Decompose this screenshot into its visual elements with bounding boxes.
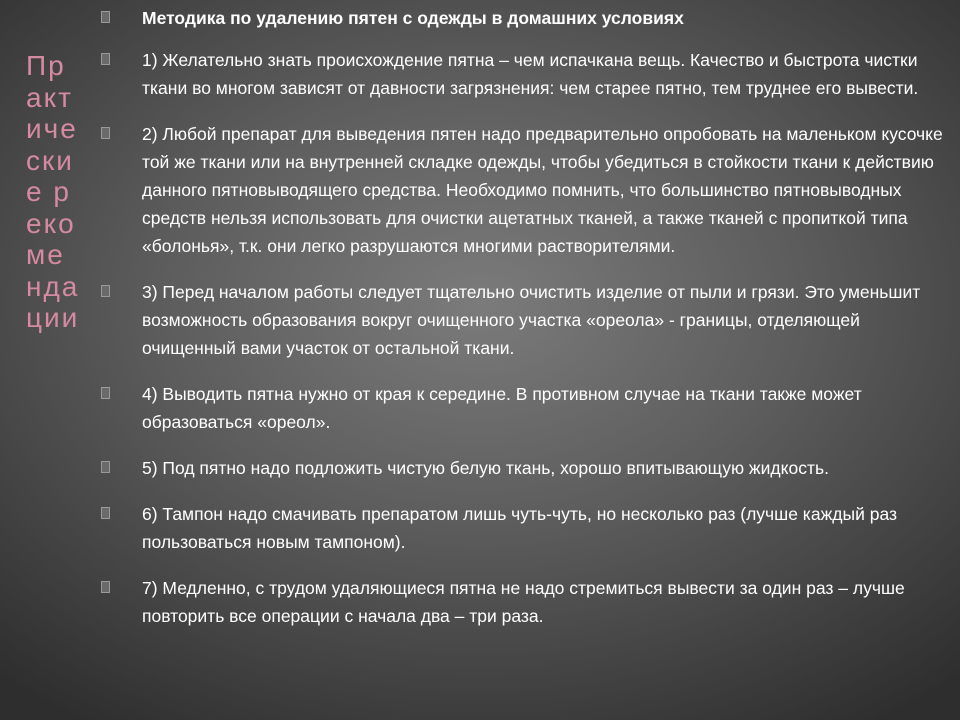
list-item-text: 4) Выводить пятна нужно от края к середине. В противном случае на ткани также может образоваться «ореол».	[142, 384, 862, 432]
slide-title: Практические рекомендации	[26, 50, 80, 333]
list-item-text: 2) Любой препарат для выведения пятен надо предварительно опробовать на маленьком кусочке той же ткани или на внутренней складке одежды, чтобы убедиться в стойкости ткани к действию данного пятновыводящего средства. Необходимо помнить, что большинство пятновыводных средств нельзя использовать для очистки ацетатных тканей, а также тканей с пропиткой типа «болонья», т.к. они легко разрушаются многими растворителями.	[142, 124, 943, 256]
list-item	[100, 380, 952, 436]
square-bullet-icon	[101, 53, 110, 65]
square-bullet-icon	[101, 507, 110, 519]
list-item	[100, 278, 952, 362]
list-item-text: 3) Перед началом работы следует тщательно очистить изделие от пыли и грязи. Это уменьшит возможность образования вокруг очищенного участка «ореола» - границы, отделяющей очищенный вами участок от остальной ткани.	[142, 282, 921, 358]
square-bullet-icon	[101, 581, 110, 593]
list-item	[100, 454, 952, 482]
list-item	[100, 46, 952, 102]
list-heading	[100, 4, 952, 32]
square-bullet-icon	[101, 387, 110, 399]
content-list	[100, 4, 952, 648]
square-bullet-icon	[101, 461, 110, 473]
list-item	[100, 120, 952, 260]
heading-text: Методика по удалению пятен с одежды в домашних условиях	[142, 8, 684, 28]
square-bullet-icon	[101, 285, 110, 297]
list-item-text: 1) Желательно знать происхождение пятна – чем испачкана вещь. Качество и быстрота чистки ткани во многом зависят от давности загрязнения: чем старее пятно, тем труднее его вывести.	[142, 50, 919, 98]
square-bullet-icon	[101, 11, 110, 23]
list-item-text: 6) Тампон надо смачивать препаратом лишь чуть-чуть, но несколько раз (лучше каждый раз пользоваться новым тампоном).	[142, 504, 898, 552]
list-item	[100, 574, 952, 630]
list-item	[100, 500, 952, 556]
list-item-text: 7) Медленно, с трудом удаляющиеся пятна не надо стремиться вывести за один раз – лучше повторить все операции с начала два – три раза.	[142, 578, 905, 626]
square-bullet-icon	[101, 127, 110, 139]
list-item-text: 5) Под пятно надо подложить чистую белую ткань, хорошо впитывающую жидкость.	[142, 458, 829, 478]
